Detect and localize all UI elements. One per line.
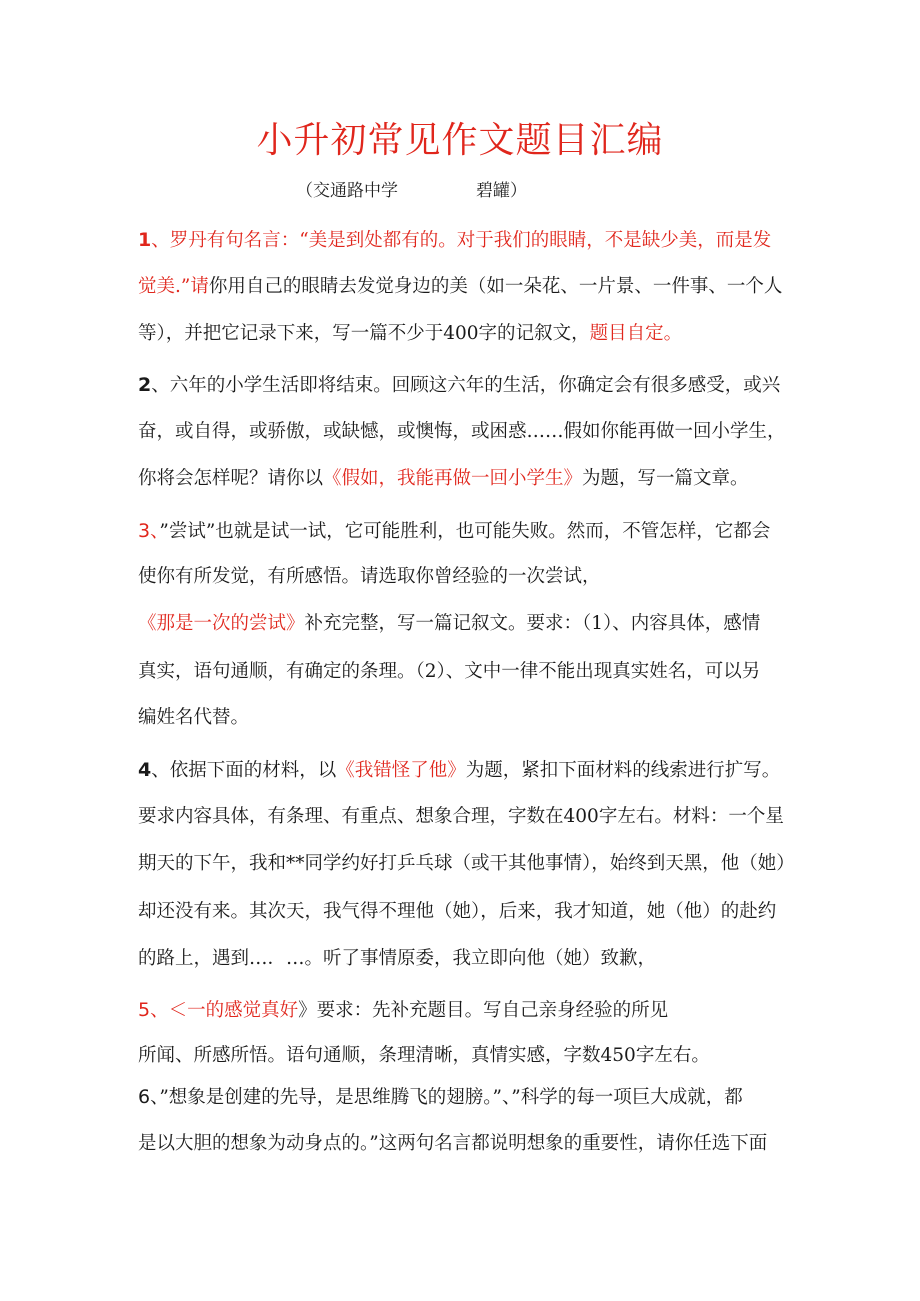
prompt-text: 你用自己的眼睛去发觉身边的美（如一朵花、一片景、一件事、一个人 [208, 276, 783, 297]
highlighted-text: 、＜一的感觉真好 [150, 1000, 299, 1021]
document-title: 小升初常见作文题目汇编 [256, 120, 664, 161]
prompt-4-line [138, 947, 656, 971]
prompt-text: 为题，紧扣下面材料的线索进行扩写。 [465, 760, 781, 781]
prompt-text: 却还没有来。其次天，我气得不理他（她），后来，我才知道，她（他）的赴约 [138, 901, 777, 922]
prompt-text: 你将会怎样呢？请你以 [138, 468, 324, 489]
prompt-5-line [138, 998, 668, 1023]
highlighted-text: 、 [150, 521, 160, 542]
prompt-number: 4 [138, 759, 152, 781]
prompt-text: 要求内容具体，有条理、有重点、想象合理，字数在400字左右。材料：一个星 [138, 806, 784, 827]
prompt-2-line [138, 420, 786, 444]
prompt-1-line [138, 322, 682, 346]
prompt-text: 的路上，遇到…．…。听了事情原委，我立即向他（她）致歉， [138, 948, 657, 969]
highlighted-text: 《假如，我能再做一回小学生》 [323, 468, 583, 489]
prompt-text: 、”想象是创建的先导，是思维腾飞的翅膀。”、”科学的每一项巨大成就，都 [150, 1087, 743, 1108]
prompt-text: 编姓名代替。 [138, 707, 250, 728]
prompt-text: 真实，语句通顺，有确定的条理。（2）、文中一律不能出现真实姓名，可以另 [138, 661, 761, 682]
prompt-6-line [138, 1132, 767, 1156]
prompt-text: 是以大胆的想象为动身点的。”这两句名言都说明想象的重要性，请你任选下面 [138, 1133, 768, 1154]
prompt-2-line [138, 467, 749, 491]
prompt-1-line [138, 228, 771, 253]
prompt-number: 2 [138, 374, 152, 396]
highlighted-text: 、罗丹有句名言：“美是到处都有的。对于我们的眼睛，不是缺少美，而是发 [151, 230, 772, 251]
prompt-3-line [138, 519, 770, 544]
document-subtitle [296, 176, 527, 201]
subtitle-author: 碧罐） [476, 181, 527, 201]
prompt-2-line [138, 373, 780, 398]
prompt-text: 、六年的小学生活即将结束。回顾这六年的生活，你确定会有很多感受，或兴 [151, 375, 781, 396]
prompt-number: 6 [138, 1086, 151, 1108]
prompt-text: 奋，或自得，或骄傲，或缺憾，或懊悔，或困惑……假如你能再做一回小学生， [138, 421, 786, 442]
prompt-4-line [138, 852, 795, 876]
highlighted-text: 《我错怪了他》 [336, 760, 466, 781]
prompt-1-line [138, 275, 782, 299]
subtitle-school: （交通路中学 [296, 181, 398, 201]
prompt-4-line [138, 900, 776, 924]
prompt-number: 3 [138, 520, 151, 542]
prompt-text: 期天的下午，我和**同学约好打乒乓球（或干其他事情），始终到天黑，他（她） [138, 853, 795, 874]
prompt-4-line [138, 758, 780, 783]
prompt-text: 使你有所发觉，有所感悟。请选取你曾经验的一次尝试， [138, 566, 601, 587]
prompt-number: 5 [138, 999, 151, 1021]
prompt-text: 》要求：先补充题目。写自己亲身经验的所见 [298, 1000, 669, 1021]
prompt-3-line [138, 565, 601, 589]
prompt-number: 1 [138, 229, 152, 251]
prompt-3-line [138, 612, 760, 636]
highlighted-text: 题目自定。 [589, 323, 683, 344]
prompt-text: 等），并把它记录下来，写一篇不少于400字的记叙文， [138, 323, 590, 344]
prompt-text: 补充完整，写一篇记叙文。要求：（1）、内容具体，感情 [304, 613, 761, 634]
prompt-text: 、依据下面的材料，以 [151, 760, 337, 781]
prompt-4-line [138, 805, 784, 829]
prompt-6-line [138, 1085, 743, 1110]
prompt-text: ”尝试”也就是试一试，它可能胜利，也可能失败。然而，不管怎样，它都会 [159, 521, 771, 542]
prompt-3-line [138, 706, 249, 730]
prompt-5-line [138, 1044, 710, 1068]
highlighted-text: 《那是一次的尝试》 [138, 613, 305, 634]
prompt-3-line [138, 660, 760, 684]
prompt-text: 为题，写一篇文章。 [582, 468, 749, 489]
prompt-text: 所闻、所感所悟。语句通顺，条理清晰，真情实感，字数450字左右。 [138, 1045, 710, 1066]
highlighted-text: 觉美.”请 [138, 276, 209, 297]
